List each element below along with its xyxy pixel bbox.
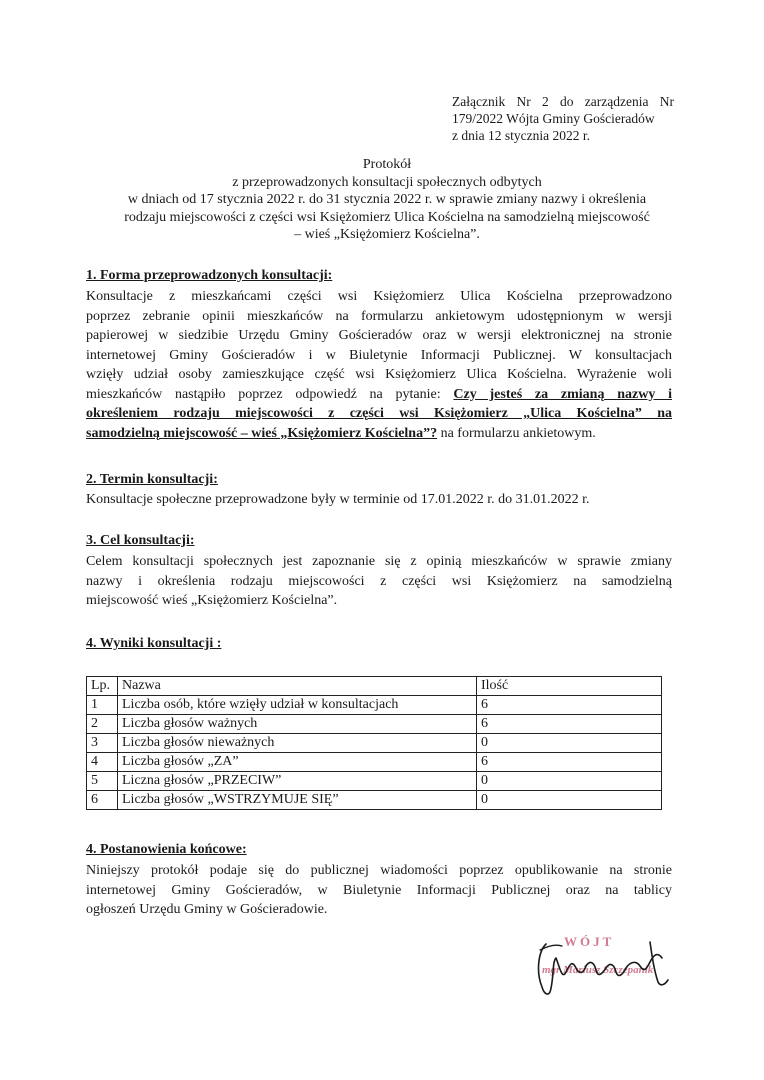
section-5-line: Niniejszy protokół podaje się do publicznej wiadomości poprzez opublikowanie na stronie [86, 863, 672, 878]
document-title [60, 156, 714, 244]
section-1-line [86, 385, 672, 405]
section-4-heading: 4. Wyniki konsultacji : [86, 636, 222, 651]
survey-question: Czy jesteś za zmianą nazwy i [453, 386, 673, 402]
section-3-body [86, 552, 672, 611]
table-header-cell: Nazwa [118, 677, 477, 696]
handwritten-signature [528, 932, 678, 1002]
table-cell-count: 6 [477, 753, 662, 772]
attachment-header [452, 93, 674, 144]
title-line-5: – wieś „Księżomierz Kościelna”. [294, 227, 480, 242]
section-5-heading: 4. Postanowienia końcowe: [86, 842, 247, 857]
table-cell-name: Liczba głosów „ZA” [118, 753, 477, 772]
section-2-heading: 2. Termin konsultacji: [86, 472, 218, 487]
header-line-2: 179/2022 Wójta Gminy Gościeradów [452, 111, 655, 126]
section-3-line: Celem konsultacji społecznych jest zapoznanie się z opinią mieszkańców w sprawie zmiany [86, 554, 672, 569]
section-1-line [86, 424, 672, 444]
header-line-1: Załącznik Nr 2 do zarządzenia Nr [452, 94, 674, 109]
title-line-4: rodzaju miejscowości z części wsi Księżomierz Ulica Kościelna na samodzielną miejscowość [124, 209, 650, 225]
table-cell-count: 6 [477, 715, 662, 734]
section-1-line: wzięły udział osoby zamieszkujące część wsi Księżomierz Ulica Kościelna. Wyrażenie woli [86, 367, 672, 382]
header-line-3: z dnia 12 stycznia 2022 r. [452, 128, 590, 143]
section-1-text: na formularzu ankietowym. [440, 425, 596, 441]
section-1-text: mieszkańców nastąpiło poprzez odpowiedź na pytanie: [86, 386, 441, 402]
section-1-line: poprzez zebranie opinii mieszkańców na formularzu ankietowym udostępnionym w wersji [86, 308, 672, 324]
table-cell-lp: 1 [87, 696, 118, 715]
table-cell-name: Liczba osób, które wzięły udział w konsultacjach [118, 696, 477, 715]
section-2-line: Konsultacje społeczne przeprowadzone były w terminie od 17.01.2022 r. do 31.01.2022 r. [86, 492, 590, 507]
section-1-line: internetowej Gminy Gościeradów i w Biuletynie Informacji Publicznej. W konsultacjach [86, 347, 672, 363]
table-header-cell: Ilość [477, 677, 662, 696]
title-line-2: z przeprowadzonych konsultacji społecznych odbytych [232, 174, 542, 190]
table-cell-count: 0 [477, 734, 662, 753]
table-row [87, 696, 662, 715]
table-row [87, 734, 662, 753]
title-line-3: w dniach od 17 stycznia 2022 r. do 31 stycznia 2022 r. w sprawie zmiany nazwy i określenia [127, 192, 647, 207]
section-3-line: nazwy i określenia rodzaju miejscowości z części wsi Księżomierz na samodzielną [86, 573, 672, 589]
table-cell-count: 0 [477, 791, 662, 810]
section-1-heading: 1. Forma przeprowadzonych konsultacji: [86, 268, 333, 283]
table-row [87, 753, 662, 772]
section-1-line: Konsultacje z mieszkańcami części wsi Księżomierz Ulica Kościelna przeprowadzono [86, 289, 672, 304]
section-5-line: internetowej Gminy Gościeradów, w Biuletynie Informacji Publicznej oraz na tablicy [86, 882, 672, 898]
table-cell-count: 6 [477, 696, 662, 715]
section-5-line: ogłoszeń Urzędu Gminy w Gościeradowie. [86, 902, 328, 917]
stamp-role: WÓJT [564, 934, 615, 949]
table-cell-count: 0 [477, 772, 662, 791]
table-row [87, 791, 662, 810]
section-1-line: papierowej w siedzibie Urzędu Gminy Gościeradów oraz w wersji elektronicznej na stronie [86, 328, 672, 343]
table-cell-name: Liczna głosów „PRZECIW” [118, 772, 477, 791]
survey-question: określeniem rodzaju miejscowości z części wsi Księżomierz „Ulica Kościelna” na [86, 406, 672, 421]
table-header-row [87, 677, 662, 696]
table-cell-lp: 2 [87, 715, 118, 734]
table-cell-lp: 3 [87, 734, 118, 753]
section-3-heading: 3. Cel konsultacji: [86, 533, 195, 548]
results-table [86, 676, 662, 810]
table-header-cell: Lp. [87, 677, 118, 696]
section-1-body [86, 287, 672, 443]
survey-question: samodzielną miejscowość – wieś „Księżomierz Kościelna”? [86, 425, 438, 441]
table-cell-lp: 4 [87, 753, 118, 772]
table-cell-name: Liczba głosów „WSTRZYMUJE SIĘ” [118, 791, 477, 810]
title-line-1: Protokół [362, 157, 412, 172]
table-cell-lp: 5 [87, 772, 118, 791]
section-5-body [86, 861, 672, 920]
table-cell-name: Liczba głosów nieważnych [118, 734, 477, 753]
table-cell-lp: 6 [87, 791, 118, 810]
section-2-body [86, 490, 672, 510]
table-row [87, 715, 662, 734]
table-cell-name: Liczba głosów ważnych [118, 715, 477, 734]
section-3-line: miejscowość wieś „Księżomierz Kościelna”. [86, 593, 338, 608]
stamp-name: mgr Mariusz Szczepanik [542, 964, 654, 976]
table-row [87, 772, 662, 791]
